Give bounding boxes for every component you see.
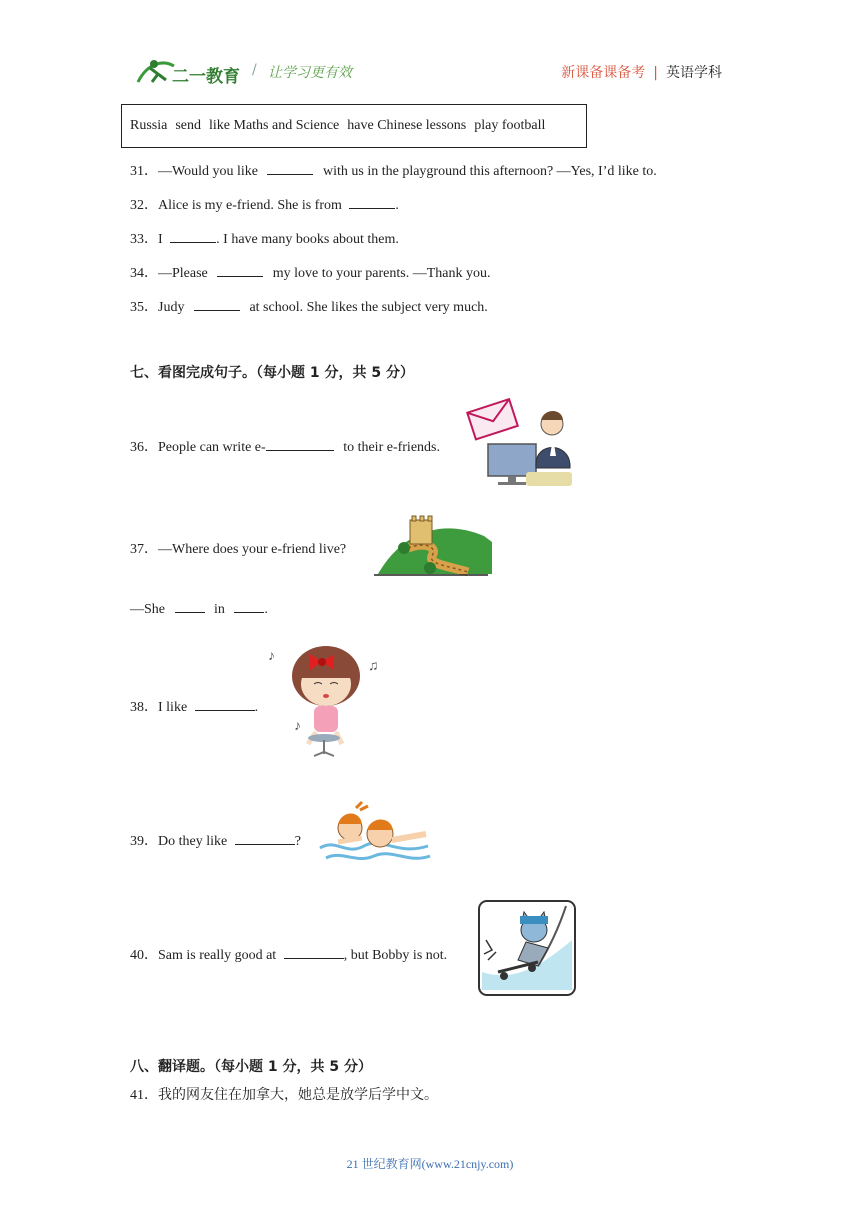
question-31: 31．—Would you like with us in the playground this afternoon? —Yes, I’d like to. (130, 164, 657, 179)
question-37-answer: —She in . (130, 602, 268, 617)
svg-text:♪: ♪ (294, 719, 301, 734)
section-7-title: 七、看图完成句子。（每小题 1 分，共 5 分） (130, 365, 414, 381)
answer-blank[interactable] (195, 698, 255, 711)
svg-text:♪: ♪ (268, 649, 275, 664)
question-32: 32．Alice is my e-friend. She is from . (130, 198, 399, 213)
word-box (121, 104, 587, 148)
question-35: 35．Judy at school. She likes the subject very much. (130, 300, 488, 315)
svg-text:♫: ♫ (368, 659, 379, 674)
answer-blank[interactable] (284, 946, 344, 959)
section-8-title: 八、翻译题。（每小题 1 分，共 5 分） (130, 1059, 372, 1075)
great-wall-icon (372, 512, 496, 578)
question-38: 38．I like . (130, 700, 259, 715)
answer-blank[interactable] (234, 600, 264, 613)
logo-text: 二一教育 (172, 67, 240, 87)
answer-blank[interactable] (217, 264, 263, 277)
header-subject-label: 英语学科 (666, 65, 722, 81)
word-option: have Chinese lessons (347, 118, 467, 133)
question-37: 37．—Where does your e-friend live? (130, 542, 347, 557)
word-option: send (175, 118, 202, 133)
header-slogan: 让学习更有效 (268, 65, 352, 81)
answer-blank[interactable] (235, 832, 295, 845)
answer-blank[interactable] (267, 162, 313, 175)
page-footer: 21 世纪教育网(www.21cnjy.com) (346, 1157, 514, 1171)
header-separator: | (653, 65, 658, 81)
question-40: 40．Sam is really good at , but Bobby is not. (130, 948, 448, 963)
answer-blank[interactable] (266, 438, 334, 451)
question-36: 36．People can write e- to their e-friends. (130, 440, 440, 455)
answer-blank[interactable] (170, 230, 216, 243)
header-right (561, 62, 722, 82)
question-41: 41．我的网友住在加拿大，她总是放学后学中文。 (130, 1087, 438, 1103)
word-option: play football (474, 118, 546, 133)
logo (130, 56, 250, 95)
header-course-label: 新课备课备考 (561, 65, 646, 81)
singing-girl-icon (268, 640, 384, 762)
answer-blank[interactable] (175, 600, 205, 613)
question-39: 39．Do they like ? (130, 834, 301, 849)
question-33: 33．I . I have many books about them. (130, 232, 399, 247)
header-divider: / (252, 62, 257, 78)
word-option: Russia (130, 118, 168, 133)
skateboarding-cat-icon (478, 900, 578, 998)
runner-logo-icon (130, 56, 250, 90)
word-option: like Maths and Science (209, 118, 340, 133)
answer-blank[interactable] (194, 298, 240, 311)
answer-blank[interactable] (349, 196, 395, 209)
envelope-computer-man-icon (466, 398, 576, 490)
swimming-kids-icon (316, 798, 434, 868)
question-34: 34．—Please my love to your parents. —Thank you. (130, 266, 491, 281)
